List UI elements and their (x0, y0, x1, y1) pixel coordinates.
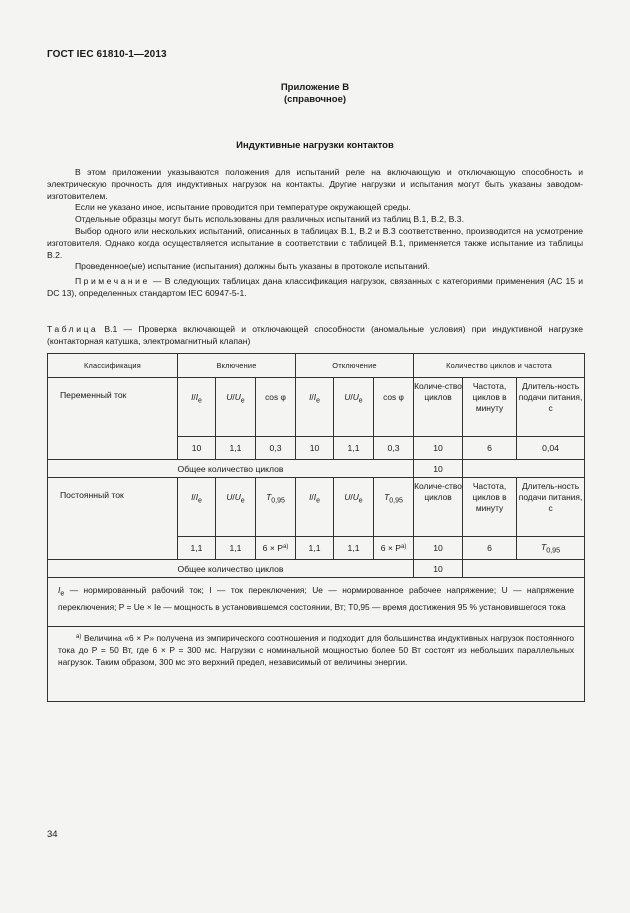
header-break: Отключение (296, 354, 414, 378)
symbol-cell: $U/U_e$ (334, 478, 374, 537)
definitions-row (48, 578, 585, 627)
paragraph: Отдельные образцы могут быть использованы для различных испытаний из таблиц В.1, В.2, В.3. (75, 214, 464, 225)
table-row (48, 478, 585, 537)
standard-header: ГОСТ IEC 61810-1—2013 (47, 49, 167, 60)
header-cycles: Количество циклов и частота (414, 354, 585, 378)
table-cell: 10 (178, 437, 216, 460)
footnote-mark: а) (282, 544, 289, 550)
duration-label: Длитель-ность подачи питания, с (517, 378, 585, 437)
table-cell: 1,1 (216, 437, 256, 460)
table-cell: 10 (296, 437, 334, 460)
table-cell: 1,1 (334, 437, 374, 460)
body-text (47, 167, 583, 300)
table-header-row (48, 354, 585, 378)
inductive-load-table (47, 353, 585, 702)
paragraph: Выбор одного или нескольких испытаний, описанных в таблицах В.1, В.2 и В.3 соответственно, производится на усмотрение изготовителя. Однако когда осуществляется испытание в соответствии с таблицей В.1, применяется также испытание из таблицы В.2. (47, 225, 583, 260)
symbol-cell: cos φ (374, 378, 414, 437)
header-classification: Классификация (48, 354, 178, 378)
page-number: 34 (47, 829, 58, 840)
note-paragraph (47, 276, 583, 300)
annex-heading (0, 82, 630, 106)
header-make: Включение (178, 354, 296, 378)
table-cell: 1,1 (178, 537, 216, 560)
symbol-cell: cos φ (256, 378, 296, 437)
cycles-count-label: Количе-ство циклов (414, 378, 463, 437)
symbol-cell: $U/U_e$ (216, 478, 256, 537)
table-caption-text: В.1 — Проверка включающей и отключающей способности (аномальные условия) при индуктивной нагрузке (контакторная катушка, электромагнитный клапан) (47, 324, 583, 346)
symbol-cell: $I/I_e$ (296, 378, 334, 437)
note-label: Примечание (75, 276, 150, 287)
dc-label: Постоянный ток (48, 478, 178, 560)
table-caption-label: Таблица (47, 324, 99, 334)
footnote-row (48, 627, 585, 702)
table-row (48, 460, 585, 478)
section-title: Индуктивные нагрузки контактов (236, 140, 394, 151)
symbol-cell: $T_{0,95}$ (256, 478, 296, 537)
annex-title: Приложение В (280, 82, 350, 93)
paragraph: В этом приложении указываются положения для испытаний реле на включающую и отключающую способность и электрическую прочность для индуктивных нагрузок на контакты. Другие нагрузки и испытания могут быть указаны заводом-изготовителем. (47, 167, 583, 201)
empty-cell (463, 560, 585, 578)
table-cell: 1,1 (334, 537, 374, 560)
table-cell: 6 (463, 537, 517, 560)
symbol-cell: $I/I_e$ (178, 478, 216, 537)
table-cell: 10 (414, 537, 463, 560)
symbol-cell: $I/I_e$ (296, 478, 334, 537)
table-row (48, 378, 585, 437)
paragraph: Проведенное(ые) испытание (испытания) должны быть указаны в протоколе испытаний. (75, 261, 430, 272)
ac-total-label: Общее количество циклов (48, 460, 414, 478)
annex-subtitle: (справочное) (283, 94, 347, 105)
table-footnote: $^{а)}$ Величина «6 × P» получена из эмпирического соотношения и подходит для большинства индуктивных нагрузок постоянного тока до P = 50 Вт, где 6 × P = 300 мс. Нагрузки с номинальной мощностью более 50 Вт состоят из небольших параллельных нагрузок. Таким образом, 300 мс это верхний предел, независимый от величины энергии. (48, 627, 585, 702)
table-cell: 1,1 (296, 537, 334, 560)
footnote-mark: а) (401, 544, 407, 550)
table-cell: 0,3 (256, 437, 296, 460)
table-caption (47, 323, 583, 347)
symbol-cell: $I/I_e$ (178, 378, 216, 437)
symbol-cell: $U/U_e$ (216, 378, 256, 437)
symbol-cell: $U/U_e$ (334, 378, 374, 437)
paragraph: Если не указано иное, испытание проводится при температуре окружающей среды. (75, 202, 411, 213)
table-cell: $6 \times P^{а)}$ (374, 537, 414, 560)
table-row (48, 560, 585, 578)
cycles-rate-label: Частота, циклов в минуту (463, 478, 517, 537)
ac-label: Переменный ток (48, 378, 178, 460)
duration-label: Длитель-ность подачи питания, с (517, 478, 585, 537)
table-cell: 6 (463, 437, 517, 460)
dc-total-value: 10 (414, 560, 463, 578)
cycles-count-label: Количе-ство циклов (414, 478, 463, 537)
empty-cell (463, 460, 585, 478)
table-cell: 0,04 (517, 437, 585, 460)
table-cell: $6 \times P^{а)}$ (256, 537, 296, 560)
table-cell: 10 (414, 437, 463, 460)
table-cell: 1,1 (216, 537, 256, 560)
table-cell: $T_{0,95}$ (517, 537, 585, 560)
symbol-cell: $T_{0,95}$ (374, 478, 414, 537)
table-cell: 0,3 (374, 437, 414, 460)
ac-total-value: 10 (414, 460, 463, 478)
cycles-rate-label: Частота, циклов в минуту (463, 378, 517, 437)
dc-total-label: Общее количество циклов (48, 560, 414, 578)
symbol-definitions: $I_e$ — нормированный рабочий ток; I — ток переключения; Ue — нормированное рабочее напряжение; U — напряжение переключения; P = Ue × Ie — мощность в установившемся состоянии, Вт; T0,95 — время достижения 95 % установившегося тока (48, 578, 585, 627)
note-text: — В следующих таблицах дана классификация нагрузок, связанных с категориями применения (АС 15 и DC 13), определенных стандартом IEC 60947-5-1. (47, 276, 583, 298)
